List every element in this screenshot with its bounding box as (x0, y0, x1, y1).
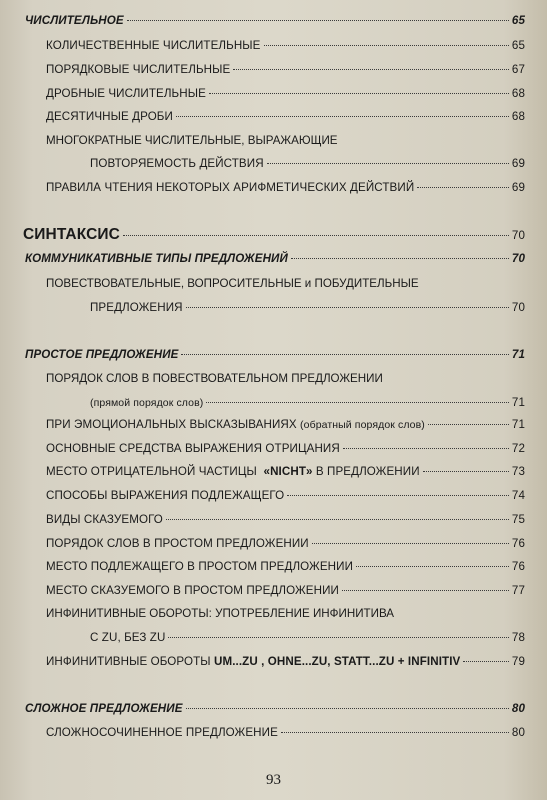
leader-dots (166, 519, 509, 520)
toc-entry-title: СЛОЖНОЕ ПРЕДЛОЖЕНИЕ (25, 702, 183, 715)
toc-entry (46, 513, 525, 526)
leader-dots (281, 732, 509, 733)
leader-dots (186, 708, 509, 709)
toc-entry (46, 110, 525, 123)
toc-entry-page: 74 (511, 489, 525, 502)
toc-entry-title-cont: В ПРЕДЛОЖЕНИИ (315, 465, 420, 478)
toc-entry-numeral (25, 14, 525, 27)
toc-entry-page: 68 (511, 110, 525, 123)
toc-entry-simple-sentence (25, 348, 525, 361)
toc-entry-title: ИНФИНИТИВНЫЕ ОБОРОТЫ (46, 655, 211, 668)
toc-entry-syntax (23, 226, 525, 244)
leader-dots (312, 543, 509, 544)
toc-entry-page: 75 (511, 513, 525, 526)
toc-entry (46, 39, 525, 52)
leader-dots (423, 471, 509, 472)
toc-entry (46, 655, 525, 668)
leader-dots (233, 69, 509, 70)
leader-dots (428, 424, 509, 425)
leader-dots (206, 402, 509, 403)
toc-entry (46, 537, 525, 550)
toc-entry-subtitle: (обратный порядок слов) (300, 419, 425, 431)
toc-entry-page: 71 (511, 348, 525, 361)
toc-entry (46, 87, 525, 100)
toc-entry-title: КОЛИЧЕСТВЕННЫЕ ЧИСЛИТЕЛЬНЫЕ (46, 39, 261, 52)
toc-entry (46, 442, 525, 455)
toc-entry (46, 63, 525, 76)
toc-entry-title: ПОРЯДОК СЛОВ В ПРОСТОМ ПРЕДЛОЖЕНИИ (46, 537, 309, 550)
leader-dots (123, 235, 509, 236)
toc-entry-page: 80 (511, 726, 525, 739)
toc-entry-page: 70 (511, 229, 525, 242)
toc-entry-title-line1: ПОРЯДОК СЛОВ В ПОВЕСТВОВАТЕЛЬНОМ ПРЕДЛОЖЕНИИ (46, 372, 383, 385)
toc-entry (46, 418, 525, 431)
toc-entry-page: 77 (511, 584, 525, 597)
toc-entry-page: 70 (511, 252, 525, 265)
toc-entry-title: ДЕСЯТИЧНЫЕ ДРОБИ (46, 110, 173, 123)
toc-entry-page: 71 (511, 418, 525, 431)
toc-entry-page: 79 (511, 655, 525, 668)
toc-entry-title: С ZU, БЕЗ ZU (90, 631, 166, 644)
toc-entry (90, 157, 525, 170)
toc-entry (46, 584, 525, 597)
toc-entry-title: (прямой порядок слов) (90, 397, 204, 409)
toc-entry-title: ЧИСЛИТЕЛЬНОЕ (25, 14, 124, 27)
leader-dots (417, 187, 509, 188)
toc-entry-keyword: «NICHT» (263, 465, 313, 478)
toc-entry-title: ПРИ ЭМОЦИОНАЛЬНЫХ ВЫСКАЗЫВАНИЯХ (46, 418, 297, 431)
toc-entry-title: МЕСТО ОТРИЦАТЕЛЬНОЙ ЧАСТИЦЫ (46, 465, 257, 478)
toc-entry-page: 69 (511, 181, 525, 194)
toc-entry (90, 631, 525, 644)
toc-entry-title: СЛОЖНОСОЧИНЕННОЕ ПРЕДЛОЖЕНИЕ (46, 726, 278, 739)
leader-dots (342, 590, 509, 591)
toc-entry-title: ПРАВИЛА ЧТЕНИЯ НЕКОТОРЫХ АРИФМЕТИЧЕСКИХ ДЕЙСТВИЙ (46, 181, 415, 194)
leader-dots (356, 566, 509, 567)
toc-entry-page: 76 (511, 537, 525, 550)
leader-dots (168, 637, 508, 638)
leader-dots (343, 448, 509, 449)
toc-entry-page: 70 (511, 301, 525, 314)
toc-entry-page: 71 (511, 396, 525, 409)
toc-entry-title: ДРОБНЫЕ ЧИСЛИТЕЛЬНЫЕ (46, 87, 206, 100)
toc-entry-title: МЕСТО СКАЗУЕМОГО В ПРОСТОМ ПРЕДЛОЖЕНИИ (46, 584, 339, 597)
toc-entry-page: 72 (511, 442, 525, 455)
toc-entry (46, 560, 525, 573)
toc-entry-keyword: UM...ZU , OHNE...ZU, STATT...ZU + INFINITIV (213, 655, 461, 668)
toc-entry (90, 396, 525, 409)
toc-entry-page: 68 (511, 87, 525, 100)
toc-entry-title: ОСНОВНЫЕ СРЕДСТВА ВЫРАЖЕНИЯ ОТРИЦАНИЯ (46, 442, 340, 455)
toc-entry (90, 301, 525, 314)
toc-entry-title: МЕСТО ПОДЛЕЖАЩЕГО В ПРОСТОМ ПРЕДЛОЖЕНИИ (46, 560, 353, 573)
leader-dots (181, 354, 508, 355)
toc-entry (46, 465, 525, 478)
toc-entry (46, 181, 525, 194)
leader-dots (127, 20, 509, 21)
toc-entry-communicative (25, 252, 525, 265)
toc-entry (46, 726, 525, 739)
leader-dots (291, 258, 509, 259)
toc-entry-page: 65 (511, 14, 525, 27)
toc-entry-complex-sentence (25, 702, 525, 715)
leader-dots (186, 307, 509, 308)
toc-entry-page: 65 (511, 39, 525, 52)
toc-entry-title-line1: ПОВЕСТВОВАТЕЛЬНЫЕ, ВОПРОСИТЕЛЬНЫЕ и ПОБУДИТЕЛЬНЫЕ (46, 277, 419, 290)
toc-entry-page: 73 (511, 465, 525, 478)
toc-entry-title: СПОСОБЫ ВЫРАЖЕНИЯ ПОДЛЕЖАЩЕГО (46, 489, 285, 502)
leader-dots (463, 661, 509, 662)
leader-dots (267, 163, 509, 164)
toc-entry-title: ПОРЯДКОВЫЕ ЧИСЛИТЕЛЬНЫЕ (46, 63, 231, 76)
page-number: 93 (266, 772, 281, 788)
toc-entry-page: 76 (511, 560, 525, 573)
leader-dots (287, 495, 509, 496)
toc-entry-title-line1: ИНФИНИТИВНЫЕ ОБОРОТЫ: УПОТРЕБЛЕНИЕ ИНФИНИТИВА (46, 607, 395, 620)
toc-entry-title-line1: МНОГОКРАТНЫЕ ЧИСЛИТЕЛЬНЫЕ, ВЫРАЖАЮЩИЕ (46, 134, 338, 147)
toc-entry-title: ПОВТОРЯЕМОСТЬ ДЕЙСТВИЯ (90, 157, 264, 170)
toc-entry-page: 69 (511, 157, 525, 170)
toc-entry-title: КОММУНИКАТИВНЫЕ ТИПЫ ПРЕДЛОЖЕНИЙ (25, 252, 288, 265)
toc-entry-page: 67 (511, 63, 525, 76)
toc-entry-title: ПРЕДЛОЖЕНИЯ (90, 301, 183, 314)
toc-entry-title: ПРОСТОЕ ПРЕДЛОЖЕНИЕ (25, 348, 179, 361)
toc-entry-page: 78 (511, 631, 525, 644)
leader-dots (176, 116, 509, 117)
section-heading: СИНТАКСИС (23, 226, 120, 243)
leader-dots (264, 45, 509, 46)
leader-dots (209, 93, 509, 94)
toc-entry-title: ВИДЫ СКАЗУЕМОГО (46, 513, 163, 526)
toc-entry (46, 489, 525, 502)
toc-entry-page: 80 (511, 702, 525, 715)
